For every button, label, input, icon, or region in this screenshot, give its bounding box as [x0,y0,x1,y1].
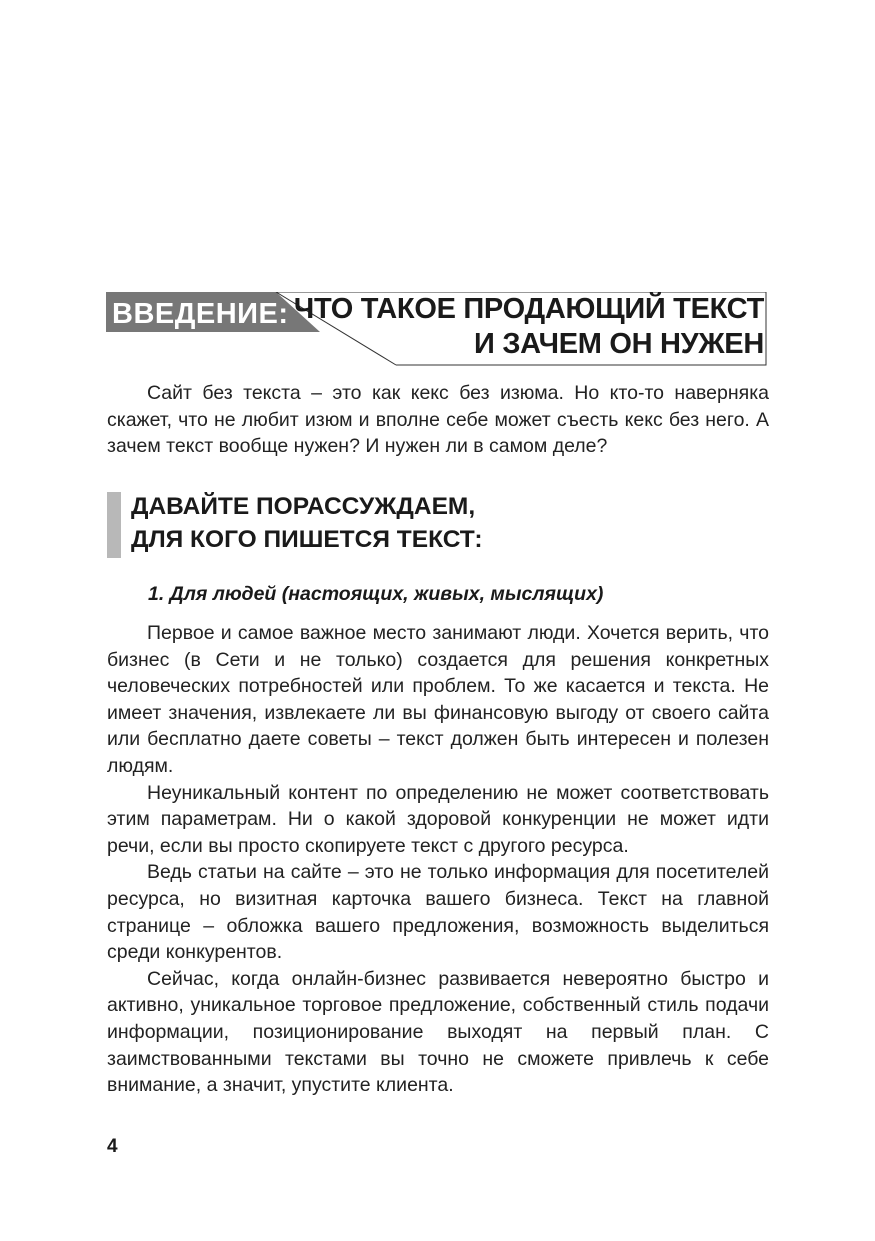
section-title-line-1: ДАВАЙТЕ ПОРАССУЖДАЕМ, [131,493,476,520]
intro-paragraph: Сайт без текста – это как кекс без изюма. Но кто-то наверняка скажет, что не любит изюм и вполне себе может съесть кекс без него. А зачем текст вообще нужен? И нужен ли в самом деле? [107,382,769,458]
chapter-heading [106,292,772,366]
section-title-line-2: ДЛЯ КОГО ПИШЕТСЯ ТЕКСТ: [131,526,483,553]
body-paragraph: Сейчас, когда онлайн-бизнес развивается невероятно быстро и активно, уникальное торговое предложение, собственный стиль подачи информации, позиционирование выходят на первый план. С заимствованными текстами вы точно не сможете привлечь к себе внимание, а значит, упустите клиента. [107,967,769,1097]
body-paragraph: Неуникальный контент по определению не может соответствовать этим параметрам. Ни о какой здоровой конкуренции не может идти речи, если вы просто скопируете текст с другого ресурса. [107,781,769,857]
body-paragraph: Первое и самое важное место занимают люди. Хочется верить, что бизнес (в Сети и не только) создается для решения конкретных человеческих потребностей или проблем. То же касается и текста. Не имеет значения, извлекаете ли вы финансовую выгоду от своего сайта или бесплатно даете советы – текст должен быть интересен и полезен людям. [107,622,769,777]
chapter-title-line-2: И ЗАЧЕМ ОН НУЖЕН [474,328,764,360]
section-heading-bar [107,492,121,558]
chapter-title [294,292,764,362]
page-number: 4 [107,1136,118,1157]
chapter-title-line-1: ЧТО ТАКОЕ ПРОДАЮЩИЙ ТЕКСТ [293,293,764,325]
body-text [107,620,769,1099]
body-paragraph: Ведь статьи на сайте – это не только информация для посетителей ресурса, но визитная карточка вашего бизнеса. Текст на главной странице – обложка вашего предложения, возможность выделиться среди конкурентов. [107,861,769,964]
chapter-label: ВВЕДЕНИЕ: [112,298,289,330]
section-title [131,490,691,556]
subsection-title: 1. Для людей (настоящих, живых, мыслящих) [148,583,604,605]
